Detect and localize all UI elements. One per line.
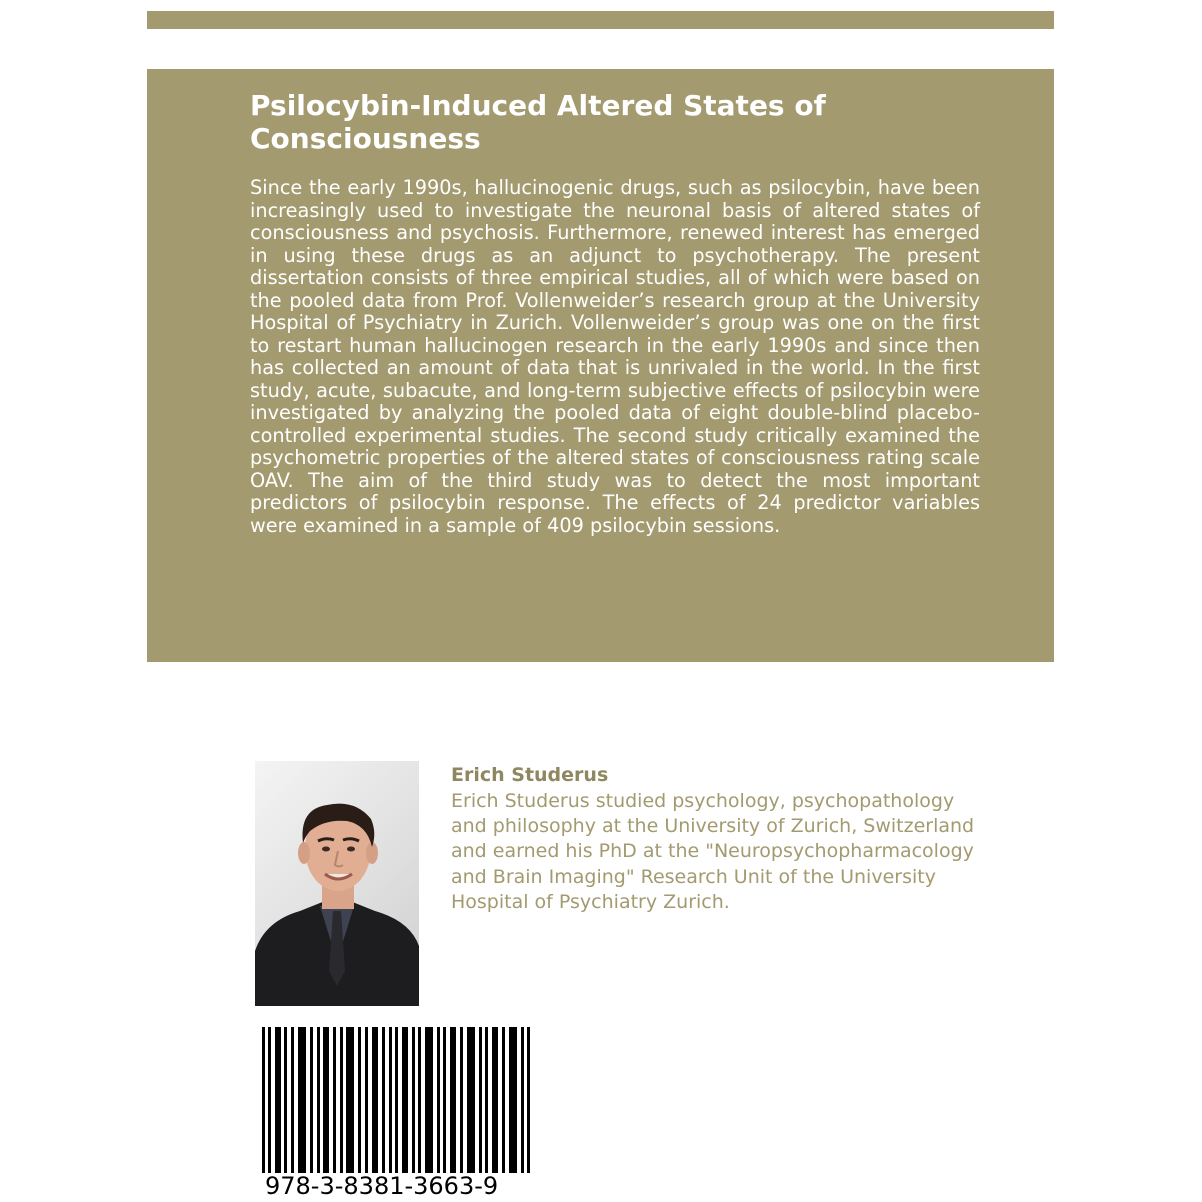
author-name: Erich Studerus — [451, 764, 609, 786]
author-bio: Erich Studerus studied psychology, psychopathology and philosophy at the University of Zurich, Switzerland and earned his PhD at the "Neuropsychopharmacology and Brain Imaging" Research Unit of the University Hospital of Psychiatry Zurich. — [451, 790, 975, 913]
isbn-barcode — [262, 1027, 530, 1173]
blurb-panel — [147, 69, 1054, 662]
top-color-bar — [147, 11, 1054, 29]
book-title: Psilocybin-Induced Altered States of Consciousness — [250, 89, 826, 155]
isbn-number: 978-3-8381-3663-9 — [265, 1172, 499, 1200]
author-portrait-illustration — [255, 761, 419, 1006]
book-blurb: Since the early 1990s, hallucinogenic drugs, such as psilocybin, have been increasingly used to investigate the neuronal basis of altered states of consciousness and psychosis. Furthermore, renewed interest has emerged in using these drugs as an adjunct to psychotherapy. The present dissertation consists of three empirical studies, all of which were based on the pooled data from Prof. Vollenweider’s research group at the University Hospital of Psychiatry in Zurich. Vollenweider’s group was one on the first to restart human hallucinogen research in the early 1990s and since then has collected an amount of data that is unrivaled in the world. In the first study, acute, subacute, and long-term subjective effects of psilocybin were investigated by analyzing the pooled data of eight double-blind placebo-controlled experimental studies. The second study critically examined the psychometric properties of the altered states of consciousness rating scale OAV. The aim of the third study was to detect the most important predictors of psilocybin response. The effects of 24 predictor variables were examined in a sample of 409 psilocybin sessions. — [250, 176, 980, 537]
author-photo — [255, 761, 419, 1006]
